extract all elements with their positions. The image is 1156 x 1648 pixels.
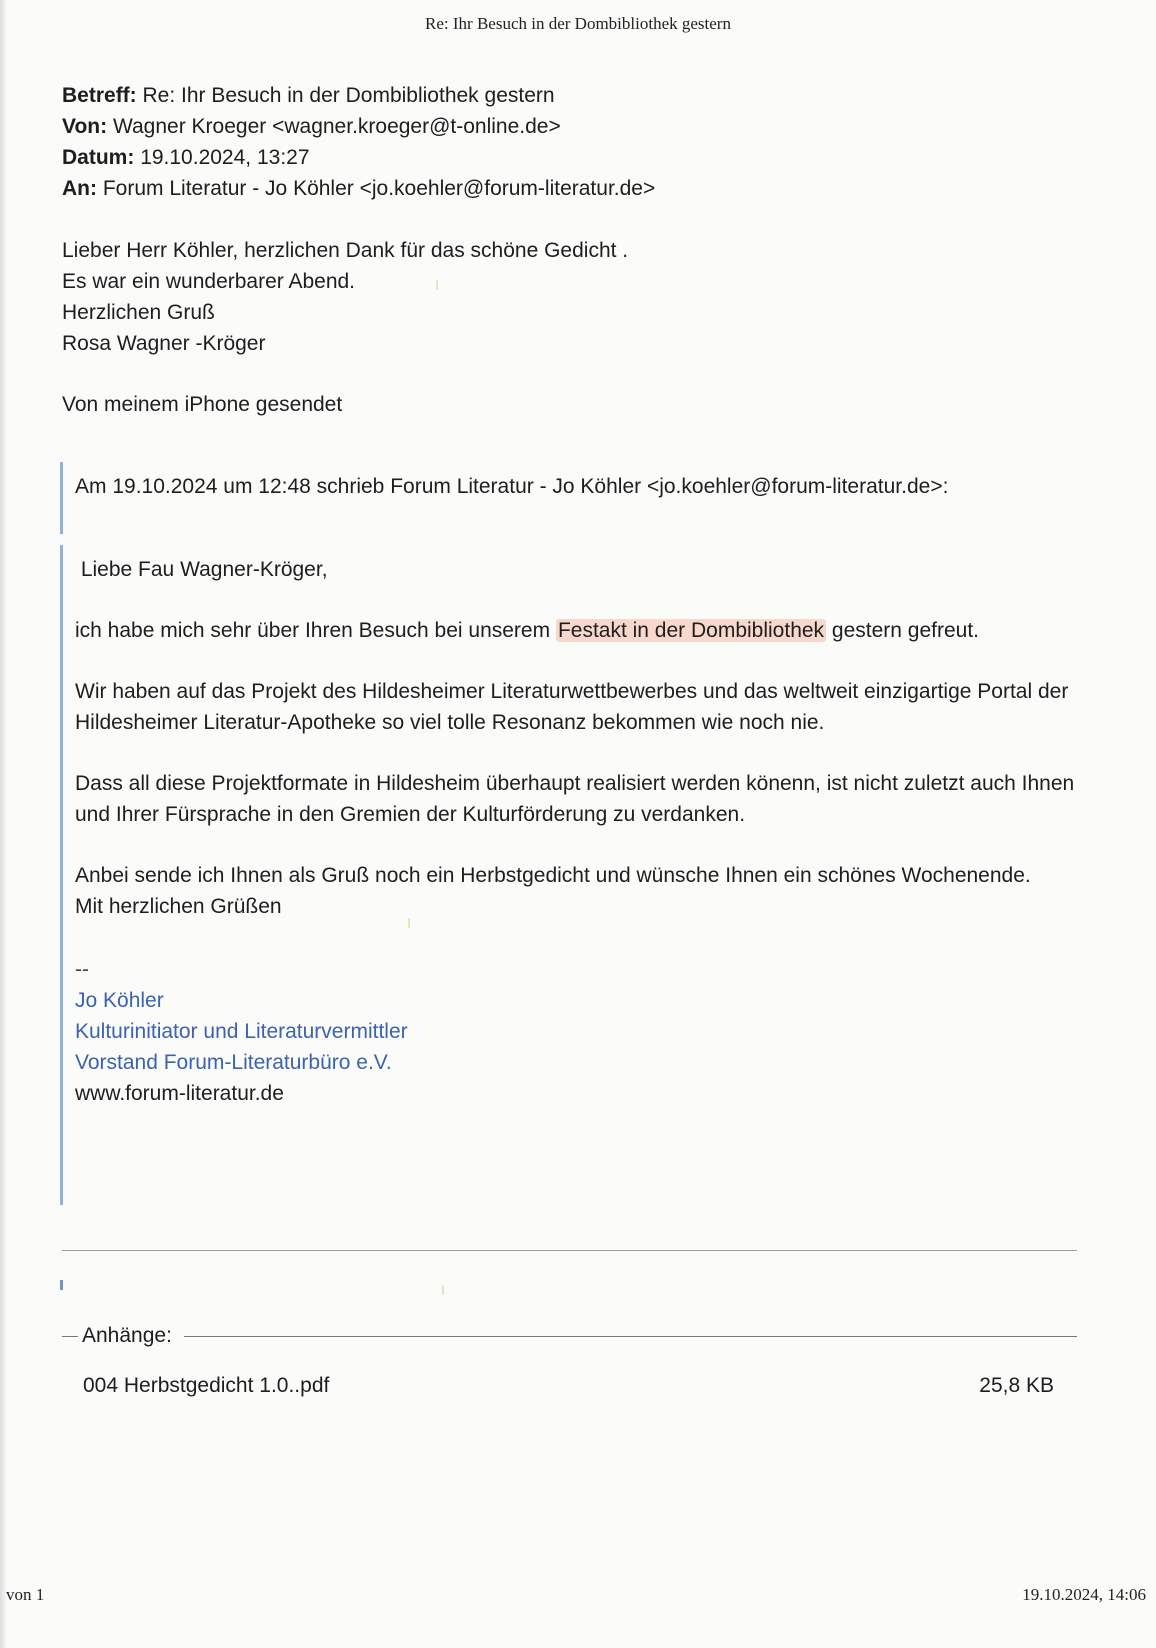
email-headers — [62, 80, 655, 204]
quoted-message — [75, 554, 1085, 1109]
signature-separator: -- — [75, 958, 89, 981]
scan-edge — [0, 0, 6, 1648]
quoted-paragraph — [75, 615, 1085, 646]
quoted-closing: Mit herzlichen Grüßen — [75, 895, 282, 918]
date-label: Datum: — [62, 146, 135, 169]
scan-speck — [408, 918, 410, 928]
quoted-paragraph: Anbei sende ich Ihnen als Gruß noch ein Herbstgedicht und wünsche Ihnen ein schönes Wochenende. — [75, 864, 1031, 887]
quoted-salutation: Liebe Fau Wagner-Kröger, — [75, 558, 328, 581]
date-value: 19.10.2024, 13:27 — [140, 146, 310, 169]
attachments-rule-left — [62, 1336, 78, 1337]
to-label: An: — [62, 177, 97, 200]
from-row — [62, 111, 655, 142]
signature-website: www.forum-literatur.de — [75, 1082, 284, 1105]
quote-bar — [60, 462, 63, 534]
page-count: von 1 — [6, 1585, 45, 1604]
scan-speck — [442, 1285, 444, 1295]
quote-bar — [60, 545, 63, 1205]
attachments-header — [62, 1320, 1077, 1352]
print-header-title: Re: Ihr Besuch in der Dombibliothek gestern — [425, 14, 731, 33]
attachments-rule-right — [184, 1336, 1077, 1337]
subject-label: Betreff: — [62, 84, 137, 107]
from-value: Wagner Kroeger <wagner.kroeger@t-online.de> — [112, 115, 561, 138]
print-timestamp: 19.10.2024, 14:06 — [1022, 1585, 1146, 1604]
from-label: Von: — [62, 115, 108, 138]
reply-line: Herzlichen Gruß — [62, 301, 215, 324]
attachment-name[interactable]: 004 Herbstgedicht 1.0..pdf — [83, 1374, 330, 1397]
signature-block — [75, 954, 1085, 1109]
to-value: Forum Literatur - Jo Köhler <jo.koehler@forum-literatur.de> — [102, 177, 656, 200]
subject-value: Re: Ihr Besuch in der Dombibliothek gestern — [142, 84, 555, 107]
highlighted-text: Festakt in der Dombibliothek — [557, 619, 825, 642]
quote-bar-fragment — [60, 1280, 63, 1290]
signature-role: Kulturinitiator und Literaturvermittler — [75, 1020, 408, 1043]
reply-body — [62, 235, 628, 359]
to-row — [62, 173, 655, 204]
attachment-size: 25,8 KB — [979, 1374, 1054, 1397]
reply-line: Rosa Wagner -Kröger — [62, 332, 266, 355]
signature-name: Jo Köhler — [75, 989, 164, 1012]
quoted-text: ich habe mich sehr über Ihren Besuch bei unserem — [75, 619, 556, 642]
sent-from-line: Von meinem iPhone gesendet — [62, 393, 343, 416]
signature-org: Vorstand Forum-Literaturbüro e.V. — [75, 1051, 392, 1074]
scan-speck — [436, 280, 438, 290]
quoted-text: gestern gefreut. — [826, 619, 979, 642]
attachments-label: Anhänge: — [82, 1324, 172, 1347]
reply-line: Lieber Herr Köhler, herzlichen Dank für das schöne Gedicht . — [62, 239, 629, 262]
quoted-paragraph: Wir haben auf das Projekt des Hildesheimer Literaturwettbewerbes und das weltweit einzigartige Portal der Hildesheimer Literatur-Apotheke so viel tolle Resonanz bekommen wie noch nie. — [75, 680, 1069, 734]
divider — [62, 1250, 1077, 1251]
date-row — [62, 142, 655, 173]
subject-row — [62, 80, 655, 111]
quote-attribution: Am 19.10.2024 um 12:48 schrieb Forum Literatur - Jo Köhler <jo.koehler@forum-literatur.de>: — [75, 475, 949, 498]
reply-line: Es war ein wunderbarer Abend. — [62, 270, 356, 293]
quoted-paragraph: Dass all diese Projektformate in Hildesheim überhaupt realisiert werden könenn, ist nicht zuletzt auch Ihnen und Ihrer Fürsprache in den Gremien der Kulturförderung zu verdanken. — [75, 772, 1075, 826]
